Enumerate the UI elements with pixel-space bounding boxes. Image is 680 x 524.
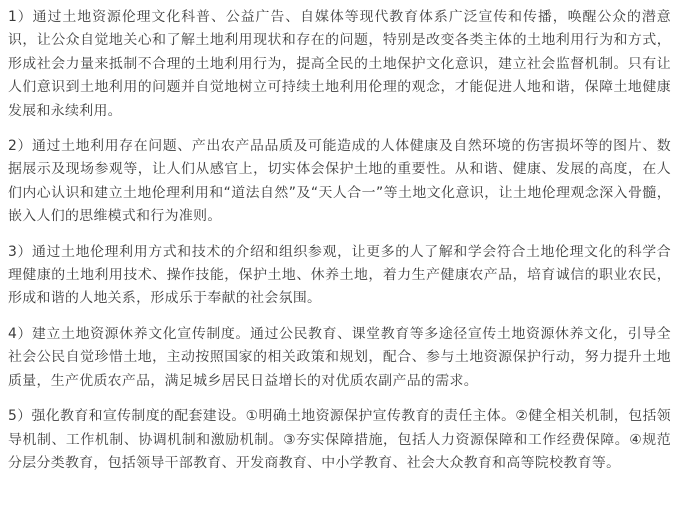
paragraph-2: 2）通过土地利用存在问题、产出农产品品质及可能造成的人体健康及自然环境的伤害损坏等的图片、数据展示及现场参观等，让人们从感官上，切实体会保护土地的重要性。从和谐、健康、发展的高度，在人们内心认识和建立土地伦理利用和“道法自然”及“天人合一”等土地文化意识，让土地伦理观念深入骨髓，嵌入人们的思维模式和行为准则。 [8, 138, 671, 225]
paragraph-1: 1）通过土地资源伦理文化科普、公益广告、自媒体等现代教育体系广泛宣传和传播，唤醒公众的潜意识，让公众自觉地关心和了解土地利用现状和存在的问题，特别是改变各类主体的土地利用行为和方式，形成社会力量来抵制不合理的土地利用行为，提高全民的土地保护文化意识，建立社会监督机制。只有让人们意识到土地利用的问题并自觉地树立可持续土地利用伦理的观念，才能促进人地和谐，保障土地健康发展和永续利用。 [8, 9, 671, 119]
paragraph-4: 4）建立土地资源休养文化宣传制度。通过公民教育、课堂教育等多途径宣传土地资源休养文化，引导全社会公民自觉珍惜土地，主动按照国家的相关政策和规划，配合、参与土地资源保护行动，努力提升土地质量，生产优质农产品，满足城乡居民日益增长的对优质农副产品的需求。 [8, 325, 671, 389]
paragraph-3: 3）通过土地伦理利用方式和技术的介绍和组织参观，让更多的人了解和学会符合土地伦理文化的科学合理健康的土地利用技术、操作技能，保护土地、休养土地，着力生产健康农产品，培育诚信的职业农民，形成和谐的人地关系，形成乐于奉献的社会氛围。 [8, 243, 671, 307]
paragraph-5: 5）强化教育和宣传制度的配套建设。①明确土地资源保护宣传教育的责任主体。②健全相关机制，包括领导机制、工作机制、协调机制和激励机制。③夯实保障措施，包括人力资源保障和工作经费保障。④规范分层分类教育，包括领导干部教育、开发商教育、中小学教育、社会大众教育和高等院校教育等。 [8, 408, 671, 471]
